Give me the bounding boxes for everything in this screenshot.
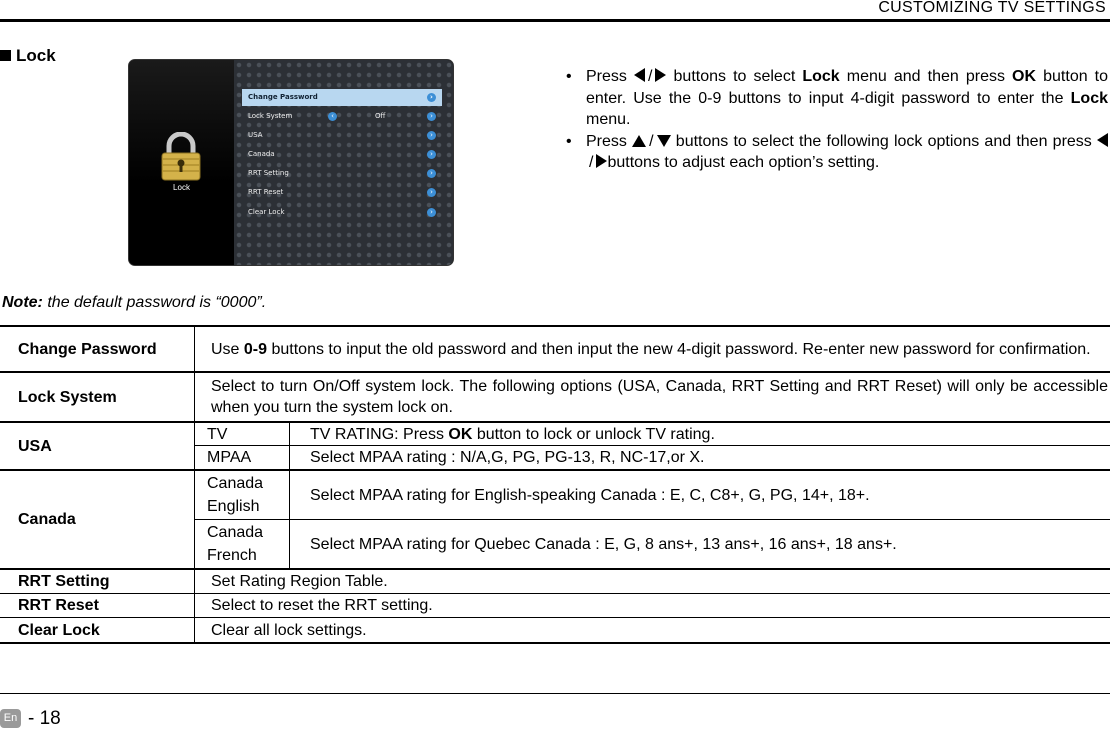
table-row — [0, 372, 1110, 422]
tv-menu-item-change-password: Change Password › — [242, 89, 442, 106]
table-row — [0, 422, 1110, 446]
up-arrow-icon — [632, 135, 646, 147]
row-label: RRT Setting — [0, 569, 195, 594]
lock-options-table — [0, 325, 1110, 644]
note: Note: the default password is “0000”. — [2, 294, 267, 311]
row-label: RRT Reset — [0, 594, 195, 618]
chevron-right-icon: › — [427, 188, 436, 197]
table-row — [0, 618, 1110, 644]
table-row — [0, 594, 1110, 618]
instructions — [566, 66, 1108, 174]
footer-divider — [0, 693, 1110, 694]
chevron-right-icon: › — [427, 169, 436, 178]
row-label: Canada — [0, 470, 195, 569]
row-description: Select to turn On/Off system lock. The following options (USA, Canada, RRT Setting and RRT Reset) will only be accessible when you turn the system lock on. — [195, 372, 1110, 422]
down-arrow-icon — [657, 135, 671, 147]
language-badge: En — [0, 709, 21, 728]
row-description: Clear all lock settings. — [195, 618, 1110, 644]
sub-label: Canada French — [195, 520, 290, 570]
section-title: Lock — [16, 46, 56, 65]
row-label: Lock System — [0, 372, 195, 422]
chevron-left-icon: ‹ — [328, 112, 337, 121]
tv-menu-item-lock-system: Lock System ‹ Off › — [242, 108, 442, 125]
instruction-item: • Press / buttons to select the following lock options and then press / buttons to adjust each option’s setting. — [566, 131, 1108, 174]
tv-menu-item-rrt-reset: RRT Reset › — [242, 184, 442, 201]
instruction-item: • Press / buttons to select Lock menu and then press OK button to enter. Use the 0-9 buttons to input 4-digit password to enter the Lock menu. — [566, 68, 1109, 128]
chevron-right-icon: › — [427, 93, 436, 102]
square-bullet-icon — [0, 50, 11, 61]
tv-menu-item-canada: Canada › — [242, 146, 442, 163]
sub-label: TV — [195, 422, 290, 446]
chevron-right-icon: › — [427, 150, 436, 159]
chevron-right-icon: › — [427, 131, 436, 140]
row-description: Select to reset the RRT setting. — [195, 594, 1110, 618]
row-description: Use 0-9 buttons to input the old password and then input the new 4-digit password. Re-enter new password for confirmation. — [195, 326, 1110, 372]
page-header-title: CUSTOMIZING TV SETTINGS — [878, 0, 1106, 16]
sub-label: Canada English — [195, 470, 290, 520]
right-arrow-icon — [596, 154, 607, 168]
row-label: USA — [0, 422, 195, 470]
table-row — [0, 569, 1110, 594]
page-number: - 18 — [28, 708, 61, 729]
sub-description: Select MPAA rating for English-speaking Canada : E, C, C8+, G, PG, 14+, 18+. — [290, 470, 1110, 520]
tv-menu-value: Off — [375, 112, 386, 120]
row-label: Change Password — [0, 326, 195, 372]
chevron-right-icon: › — [427, 208, 436, 217]
tv-lock-menu-screenshot — [128, 59, 454, 266]
row-label: Clear Lock — [0, 618, 195, 644]
sub-description: TV RATING: Press OK button to lock or unlock TV rating. — [290, 422, 1110, 446]
header-divider — [0, 19, 1110, 22]
left-arrow-icon — [1097, 133, 1108, 147]
table-row — [0, 470, 1110, 520]
padlock-icon — [158, 132, 204, 182]
table-row — [0, 326, 1110, 372]
row-description: Set Rating Region Table. — [195, 569, 1110, 594]
tv-side-panel — [129, 60, 234, 265]
tv-menu-item-usa: USA › — [242, 127, 442, 144]
sub-description: Select MPAA rating for Quebec Canada : E, G, 8 ans+, 13 ans+, 16 ans+, 18 ans+. — [290, 520, 1110, 570]
sub-description: Select MPAA rating : N/A,G, PG, PG-13, R, NC-17,or X. — [290, 446, 1110, 471]
left-arrow-icon — [634, 68, 645, 82]
chevron-right-icon: › — [427, 112, 436, 121]
tv-menu-item-clear-lock: Clear Lock › — [242, 204, 442, 221]
right-arrow-icon — [655, 68, 666, 82]
section-heading — [0, 46, 56, 66]
sub-label: MPAA — [195, 446, 290, 471]
tv-side-label: Lock — [173, 183, 190, 192]
tv-menu-item-rrt-setting: RRT Setting › — [242, 165, 442, 182]
